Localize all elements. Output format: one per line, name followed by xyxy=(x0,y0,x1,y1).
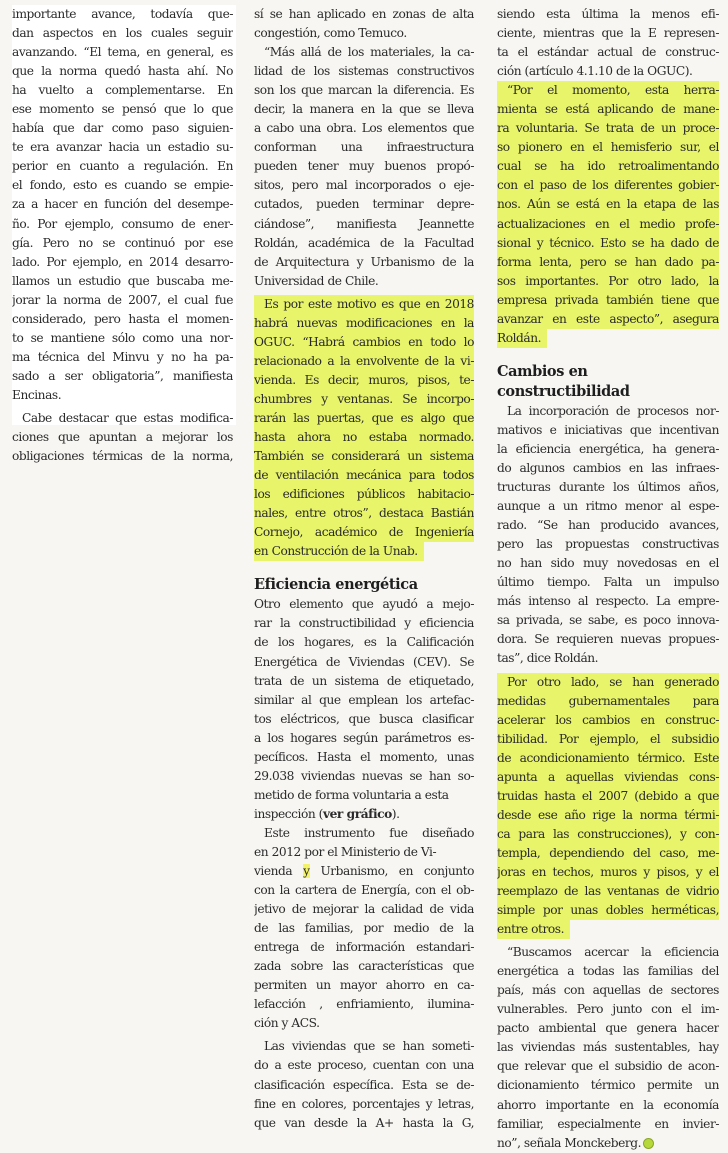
paragraph-line: familiar, especialmente en invier- xyxy=(497,1116,719,1131)
paragraph-line: de los hogares, es la Calificación xyxy=(254,635,474,650)
paragraph-line: similar al que emplean los artefac- xyxy=(254,692,474,707)
paragraph-line: más intenso al respecto. La empre- xyxy=(497,594,719,609)
column1-paragraph-1 xyxy=(12,5,233,405)
paragraph-line: hasta ahora no estaba normado. xyxy=(254,428,474,447)
paragraph-line: vulnerables. Pero junto con el im- xyxy=(497,1002,719,1017)
section-heading-cambios-en-constructibilidad: Cambios en constructibilidad xyxy=(497,362,630,400)
paragraph-line: forma lenta, pero se han dado pa- xyxy=(497,253,719,272)
paragraph-line: La incorporación de procesos nor- xyxy=(507,403,719,418)
paragraph-line: de Arquitectura y Urbanismo de la xyxy=(254,254,474,269)
paragraph-line: Energética de Viviendas (CEV). Se xyxy=(254,654,474,669)
paragraph-line: permiten un mayor ahorro en ca- xyxy=(254,978,474,993)
paragraph-line: pueden tener muy buenos propó- xyxy=(254,159,474,174)
paragraph-line: que la norma quedó hasta ahí. No xyxy=(12,64,233,79)
paragraph-line: mativos e iniciativas que incentivan xyxy=(497,422,719,437)
paragraph-line: nales, entre otros”, destaca Bastián xyxy=(254,504,474,523)
paragraph-line: con la cartera de Energía, con el ob- xyxy=(254,883,474,898)
paragraph-line xyxy=(254,862,474,881)
paragraph-line: ciándose”, manifiesta Jeannette xyxy=(254,216,474,231)
paragraph-line: ción y ACS. xyxy=(254,1016,320,1031)
paragraph-line: medidas gubernamentales para xyxy=(497,692,719,711)
paragraph-line: pecíficos. Hasta el momento, unas xyxy=(254,749,474,764)
text-segment: inspección ( xyxy=(254,806,323,821)
paragraph-line: Cabe destacar que estas modifica- xyxy=(22,410,233,425)
highlighted-word: y xyxy=(303,864,310,879)
column2-highlighted-paragraph xyxy=(254,295,474,562)
paragraph-line: rarán las puertas, que es algo que xyxy=(254,409,474,428)
paragraph-line: siendo esta última la menos efi- xyxy=(497,7,719,21)
column3-highlighted-paragraph-1 xyxy=(497,81,719,348)
paragraph-line: país, más con aquellas de sectores xyxy=(497,983,719,998)
paragraph-line: metido de forma voluntaria a esta xyxy=(254,787,449,802)
paragraph-line: apunta a aquellas viviendas cons- xyxy=(497,768,719,787)
paragraph-line: actualizaciones en el medio profe- xyxy=(497,215,719,234)
paragraph-line: no”, señala Monckeberg. xyxy=(497,1134,719,1153)
column3-highlighted-paragraph-2 xyxy=(497,673,719,940)
paragraph-line: te era avanzar hacia un estadio su- xyxy=(12,140,233,155)
paragraph-line: templa, dependiendo del caso, me- xyxy=(497,844,719,863)
paragraph-line: de ventilación mecánica para todos xyxy=(254,466,474,485)
column3-paragraph-5 xyxy=(497,943,719,1153)
column1-paragraph-2 xyxy=(12,409,233,466)
paragraph-line: simple por unas dobles herméticas, xyxy=(497,901,719,920)
paragraph-line: jorar la norma de 2007, el cual fue xyxy=(12,292,233,307)
paragraph-line: la eficiencia energética, ha genera- xyxy=(497,441,719,456)
end-of-article-dot-icon xyxy=(643,1138,654,1149)
paragraph-line: Es por este motivo es que en 2018 xyxy=(254,295,474,314)
paragraph-line: avanzar en este aspecto”, asegura xyxy=(497,310,719,329)
paragraph-line: dicionamiento térmico permite un xyxy=(497,1078,719,1093)
paragraph-line: ciente, mientras que la E represen- xyxy=(497,26,719,41)
paragraph-line: cutados, pueden terminar depre- xyxy=(254,197,474,212)
paragraph-line: sos importantes. Por otro lado, la xyxy=(497,272,719,291)
paragraph-line: de acondicionamiento térmico. Este xyxy=(497,749,719,768)
paragraph-line: mienta se está aplicando de mane- xyxy=(497,100,719,119)
paragraph-line: También se considerará un sistema xyxy=(254,447,474,466)
column2-paragraph-5-rest xyxy=(254,881,474,1033)
paragraph-line: considerado, pero hasta el momen- xyxy=(12,311,233,326)
paragraph-line: pacto ambiental que genera hacer xyxy=(497,1021,719,1036)
paragraph-line: relacionado a la envolvente de la vi- xyxy=(254,352,474,371)
section-heading-eficiencia-energetica: Eficiencia energética xyxy=(254,576,418,594)
paragraph-line: to se mantiene sólo como una nor- xyxy=(12,330,233,345)
paragraph-line: ahorro importante en la economía xyxy=(497,1097,719,1112)
paragraph-line: Roldán, académica de la Facultad xyxy=(254,235,474,250)
paragraph-line: sional y técnico. Esto se ha dado de xyxy=(497,234,719,253)
paragraph-line: de las familias, por medio de la xyxy=(254,921,474,936)
paragraph-line: Otro elemento que ayudó a mejo- xyxy=(254,597,474,612)
paragraph-line: el fondo, esto es cuando se empie- xyxy=(12,178,233,193)
paragraph-line: trata de un sistema de etiquetado, xyxy=(254,673,474,688)
paragraph-line: perior en cuanto a regulación. En xyxy=(12,159,233,174)
paragraph-line: ra voluntaria. Se trata de un proce- xyxy=(497,119,719,138)
paragraph-line: Encinas. xyxy=(12,387,62,402)
paragraph-line: sitos, pero mal incorporados o eje- xyxy=(254,178,474,193)
paragraph-line: ca para las construcciones), y con- xyxy=(497,825,719,844)
paragraph-line: Cornejo, académico de Ingeniería xyxy=(254,523,474,542)
paragraph-line: los edificiones públicos habitacio- xyxy=(254,485,474,504)
paragraph-line: Las viviendas que se han someti- xyxy=(264,1039,474,1054)
paragraph-line: a los hogares según parámetros es- xyxy=(254,730,474,745)
paragraph-line: OGUC. “Habrá cambios en todo lo xyxy=(254,333,474,352)
column2-paragraph-2 xyxy=(254,43,474,291)
paragraph-line: avanzando. “El tema, en general, es xyxy=(12,45,233,60)
paragraph-line: ción (artículo 4.1.10 de la OGUC). xyxy=(497,64,693,79)
column2-paragraph-5 xyxy=(254,824,474,862)
paragraph-line: lefacción , enfriamiento, ilumina- xyxy=(254,997,474,1012)
paragraph-line: conforman una infraestructura xyxy=(254,140,474,155)
paragraph-line: tos eléctricos, que busca clasificar xyxy=(254,711,474,726)
paragraph-line: chumbres y ventanas. Se incorpo- xyxy=(254,390,474,409)
paragraph-line: gía. Pero no se continuó por ese xyxy=(12,235,233,250)
paragraph-line: fine en colores, porcentajes y letras, xyxy=(254,1096,474,1111)
paragraph-line: que van desde la A+ hasta la G, xyxy=(254,1115,474,1130)
paragraph-line: congestión, como Temuco. xyxy=(254,26,407,41)
paragraph-line: empresa privada también tiene que xyxy=(497,291,719,310)
paragraph-line: joras en techos, muros y pisos, y el xyxy=(497,863,719,882)
paragraph-line: tibilidad. Por ejemplo, el subsidio xyxy=(497,730,719,749)
paragraph-line: dan aspectos en los cuales seguir xyxy=(12,26,233,41)
paragraph-line: do a este proceso, cuentan con una xyxy=(254,1058,474,1073)
paragraph-line: ta el estándar actual de construc- xyxy=(497,45,719,60)
paragraph-line: sado a ser obligatoria”, manifiesta xyxy=(12,368,233,383)
paragraph-line: ma técnica del Minvu y no ha pa- xyxy=(12,349,233,364)
column-2 xyxy=(254,5,474,1133)
paragraph-line: Roldán. xyxy=(497,329,547,348)
paragraph-line: había que dar como paso siguien- xyxy=(12,121,233,136)
column-3 xyxy=(497,5,719,1153)
paragraph-line: ha vuelto a complementarse. En xyxy=(12,83,233,98)
paragraph-line: entre otros. xyxy=(497,920,570,939)
paragraph-line: nos. Aún se está en la etapa de las xyxy=(497,195,719,214)
column3-paragraph-1 xyxy=(497,5,719,81)
paragraph-line: entrega de información estandari- xyxy=(254,940,474,955)
paragraph-line: reemplazo de las ventanas de vidrio xyxy=(497,882,719,901)
paragraph-line: vienda. Es decir, muros, pisos, te- xyxy=(254,371,474,390)
paragraph-line: decir, la manera en la que se lleva xyxy=(254,102,474,117)
paragraph-line: que relevar que el subsidio de acon- xyxy=(497,1059,719,1074)
paragraph-line: so pionero en el hemisferio sur, el xyxy=(497,138,719,157)
paragraph-line: en 2012 por el Ministerio de Vi- xyxy=(254,844,437,859)
paragraph-line: son los que marcan la diferencia. Es xyxy=(254,83,474,98)
paragraph-line xyxy=(254,805,474,824)
paragraph-line: clasificación específica. Esta se de- xyxy=(254,1077,474,1092)
paragraph-line: “Buscamos acercar la eficiencia xyxy=(507,945,719,960)
paragraph-line: “Por el momento, esta herra- xyxy=(497,81,719,100)
paragraph-line: sí se han aplicado en zonas de alta xyxy=(254,7,474,21)
paragraph-line: Universidad de Chile. xyxy=(254,273,379,288)
paragraph-line: pero las propuestas constructivas xyxy=(497,537,719,552)
paragraph-line: importante avance, todavía que- xyxy=(12,7,233,21)
paragraph-line: cual se ha ido retroalimentando xyxy=(497,157,719,176)
paragraph-line: acelerar los cambios en construc- xyxy=(497,711,719,730)
paragraph-line: último tiempo. Falta un impulso xyxy=(497,575,719,590)
paragraph-line: energética a todas las familias del xyxy=(497,964,719,979)
paragraph-line: rado. “Se han producido avances, xyxy=(497,518,719,533)
paragraph-line: rar la constructibilidad y eficiencia xyxy=(254,616,474,631)
paragraph-line: en Construcción de la Unab. xyxy=(254,542,424,561)
text-segment: ). xyxy=(391,806,400,821)
paragraph-line: truidas hasta el 2007 (debido a que xyxy=(497,787,719,806)
paragraph-line: ese momento se pensó que lo que xyxy=(12,102,233,117)
paragraph-line: no han sido muy novedosas en el xyxy=(497,556,719,571)
ver-grafico-reference: ver gráfico xyxy=(322,806,392,821)
column-1 xyxy=(12,5,236,464)
paragraph-line: do algunos cambios en las infraes- xyxy=(497,460,719,475)
paragraph-line: lidad de los sistemas constructivos xyxy=(254,64,474,79)
column3-paragraph-3 xyxy=(497,402,719,669)
paragraph-line: zada sobre las características que xyxy=(254,959,474,974)
paragraph-line: habrá nuevas modificaciones en la xyxy=(254,314,474,333)
paragraph-line: ciones que apuntan a mejorar los xyxy=(12,430,233,445)
column2-paragraph-1 xyxy=(254,5,474,43)
text-segment: vienda xyxy=(254,864,304,879)
paragraph-line: dora. Se requieren nuevas propues- xyxy=(497,632,719,647)
paragraph-line: za a hacer en función del desempe- xyxy=(12,197,233,212)
paragraph-line: sa privada, se sabe, es poco innova- xyxy=(497,613,719,628)
column2-paragraph-6 xyxy=(254,1037,474,1132)
paragraph-line: tructuras durante los últimos años, xyxy=(497,480,719,495)
paragraph-line: obligaciones térmicas de la norma, xyxy=(12,449,233,464)
column2-paragraph-4 xyxy=(254,595,474,805)
paragraph-line: tas”, dice Roldán. xyxy=(497,651,599,666)
paragraph-line: las viviendas más sustentables, hay xyxy=(497,1040,719,1055)
paragraph-line: “Más allá de los materiales, la ca- xyxy=(264,45,474,60)
paragraph-line: Este instrumento fue diseñado xyxy=(264,825,474,840)
paragraph-line: ño. Por ejemplo, consumo de ener- xyxy=(12,216,233,231)
paragraph-line: jetivo de mejorar la calidad de vida xyxy=(254,902,474,917)
paragraph-line: aunque a un ritmo menor al espe- xyxy=(497,499,719,514)
paragraph-line: 29.038 viviendas nuevas se han so- xyxy=(254,768,474,783)
paragraph-line: lado. Por ejemplo, en 2014 desarro- xyxy=(12,254,233,269)
paragraph-line: desde ese año rige la norma térmi- xyxy=(497,806,719,825)
paragraph-line: llamos un estudio que buscaba me- xyxy=(12,273,233,288)
paragraph-line: a cabo una obra. Los elementos que xyxy=(254,121,474,136)
paragraph-line: con el paso de los diferentes gobier- xyxy=(497,176,719,195)
text-segment: Urbanismo, en conjunto xyxy=(309,864,474,879)
paragraph-line: Por otro lado, se han generado xyxy=(497,673,719,692)
